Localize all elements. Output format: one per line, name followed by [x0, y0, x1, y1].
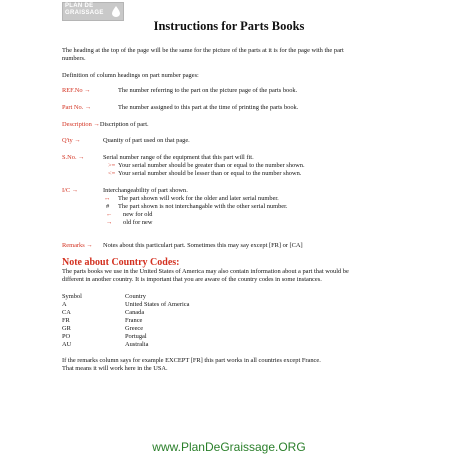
qty-text: Quanity of part used on that page.	[103, 137, 190, 144]
description-entry	[62, 121, 149, 129]
ic-label: I/C →	[62, 187, 79, 194]
sno-text: Serial number range of the equipment that this part will fit.	[103, 154, 254, 161]
country-intro-line2: different in another country. It is important that you are aware of the country codes in some instances.	[62, 276, 322, 283]
ic-new-for-old-text: new for old	[123, 211, 153, 218]
arrow-right-icon: →	[86, 242, 93, 249]
arrow-left-icon: ←	[106, 211, 113, 218]
country-name: Australia	[125, 341, 149, 348]
sno-lesser-text: Your serial number should be lesser than or equal to the number shown.	[118, 170, 302, 177]
ref-no-label: REF.No →	[62, 87, 91, 94]
ref-no-text: The number referring to the part on the picture page of the parts book.	[118, 87, 298, 94]
country-code: PO	[62, 333, 71, 340]
arrow-right-icon: →	[106, 219, 113, 226]
greater-equal-symbol: >=	[108, 162, 116, 169]
country-name: Greece	[125, 325, 144, 332]
country-code: AU	[62, 341, 72, 348]
arrow-right-icon: →	[71, 187, 79, 194]
logo-line2: GRAISSAGE	[65, 10, 104, 16]
ic-text: Interchangeability of part shown.	[103, 187, 188, 194]
ic-old-for-new-text: old for new	[123, 219, 153, 226]
country-code: FR	[62, 317, 70, 324]
definitions-heading: Definition of column headings on part number pages:	[62, 72, 199, 79]
country-name: United States of America	[125, 301, 190, 308]
symbol-column-header: Symbol	[62, 293, 82, 300]
remarks-label: Remarks →	[62, 242, 93, 249]
arrow-right-icon: →	[84, 104, 92, 111]
arrow-right-icon: →	[74, 137, 81, 144]
closing-line1: If the remarks column says for example EXCEPT [FR] this part works in all countries except France.	[62, 357, 321, 364]
remarks-text: Notes about this particulart part. Sometimes this may say except [FR] or [CA]	[103, 242, 303, 249]
closing-line2: That means it will work here in the USA.	[62, 365, 168, 372]
country-name: Portugal	[125, 333, 147, 340]
country-column-header: Country	[125, 293, 146, 300]
country-code: A	[62, 301, 67, 308]
sno-greater-text: Your serial number should be greater than or equal to the number shown.	[118, 162, 305, 169]
hash-symbol: #	[106, 203, 110, 210]
double-arrow-icon: ↔	[104, 195, 111, 202]
arrow-right-icon: →	[93, 121, 100, 128]
ic-not-text: The part shown is not interchangable with the other serial number.	[118, 203, 288, 210]
arrow-right-icon: →	[84, 87, 91, 94]
page-title: Instructions for Parts Books	[153, 19, 305, 33]
country-name: France	[125, 317, 143, 324]
intro-line1: The heading at the top of the page will be the same for the picture of the parts at it is for the page with the part	[62, 47, 344, 54]
country-codes-heading: Note about Country Codes:	[62, 257, 180, 268]
lesser-equal-symbol: <=	[108, 170, 116, 177]
oil-drop-icon	[112, 6, 120, 17]
qty-label: Q'ty →	[62, 137, 81, 144]
sno-label: S.No. →	[62, 154, 85, 161]
description-text: Discription of part.	[99, 121, 149, 128]
logo-line1: PLAN DE	[65, 3, 94, 9]
description-label: Description	[62, 121, 92, 128]
website-footer: www.PlanDeGraissage.ORG	[152, 440, 306, 454]
ic-both-text: The part shown will work for the older and later serial number.	[118, 195, 279, 202]
intro-line2: numbers.	[62, 55, 86, 62]
arrow-right-icon: →	[78, 154, 85, 161]
country-intro-line1: The parts books we use in the United States of America may also contain information about a part that would be	[62, 268, 349, 275]
country-code: GR	[62, 325, 71, 332]
country-name: Canada	[125, 309, 145, 316]
part-no-text: The number assigned to this part at the time of printing the parts book.	[118, 104, 299, 111]
country-code: CA	[62, 309, 71, 316]
part-no-label: Part No. →	[62, 104, 92, 111]
